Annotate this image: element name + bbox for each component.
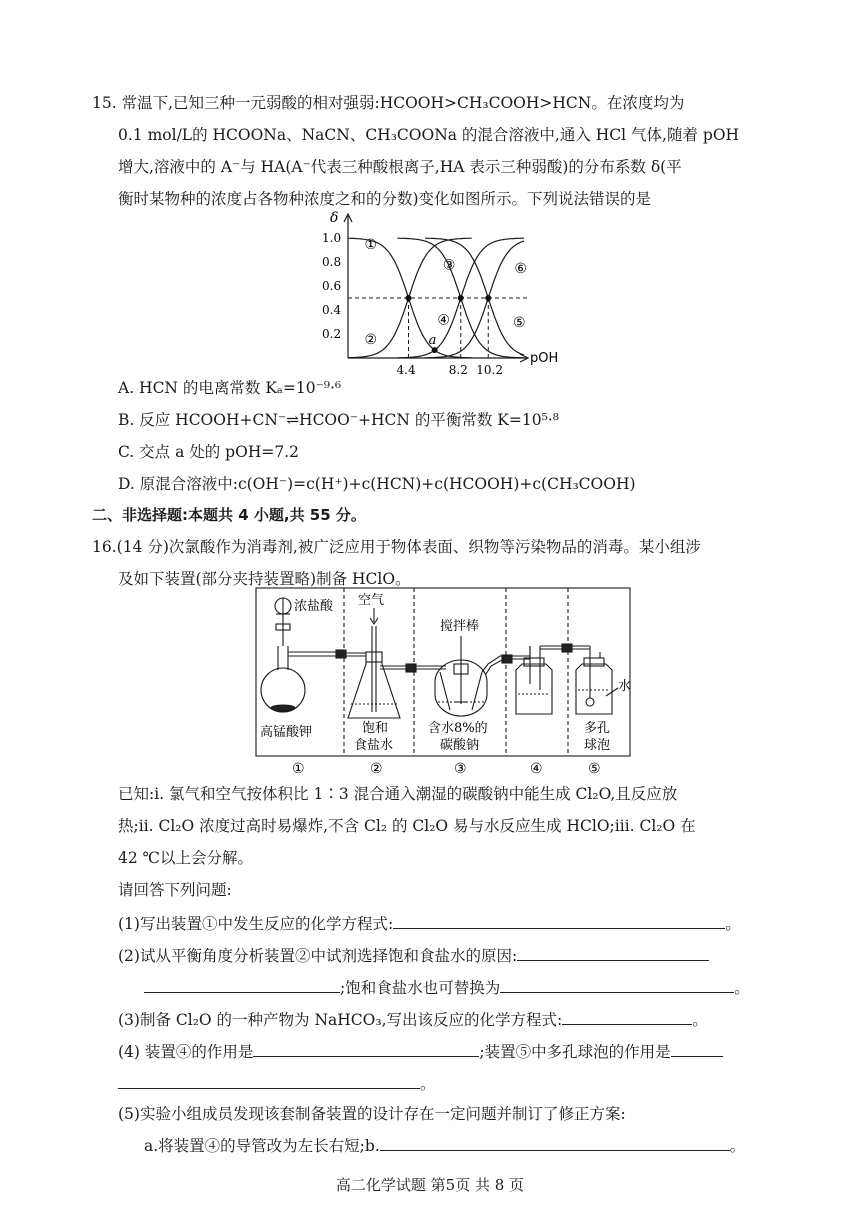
apparatus-diagram — [250, 586, 636, 778]
curve-label-5: ⑤ — [513, 315, 526, 331]
answer-blank-2b[interactable] — [144, 976, 340, 993]
answer-blank-5[interactable] — [380, 1134, 730, 1151]
apparatus-number-2: ② — [370, 761, 383, 777]
curve-5 — [425, 241, 524, 358]
curve-label-4: ④ — [437, 312, 450, 329]
y-tick-label-3: 0.6 — [322, 279, 342, 293]
q15-line-4: 衡时某物种的浓度占各物种浓度之和的分数)变化如图所示。下列说法错误的是 — [118, 190, 652, 208]
q16-part-3 — [118, 1008, 708, 1030]
bubbler-bottle — [572, 646, 618, 714]
washing-flask — [346, 608, 410, 718]
q16-intro-1: 16.(14 分)次氯酸作为消毒剂,被广泛应用于物体表面、织物等污染物品的消毒。某小组涉 — [92, 538, 701, 556]
q15-option-d: D. 原混合溶液中:c(OH⁻)=c(H⁺)+c(HCN)+c(HCOOH)+c(CH₃COOH) — [118, 475, 636, 493]
q16-part-2a — [118, 944, 709, 966]
y-tick-label-5: 0.2 — [322, 327, 342, 341]
section-heading: 二、非选择题:本题共 4 小题,共 55 分。 — [92, 506, 366, 524]
label-water: 水 — [618, 679, 632, 694]
joint-1 — [336, 650, 346, 658]
answer-blank-3[interactable] — [562, 1008, 692, 1025]
q15-line-3: 增大,溶液中的 A⁻与 HA(A⁻代表三种酸根离子,HA 表示三种弱酸)的分布系数 δ(平 — [118, 158, 682, 176]
y-axis-label: δ — [330, 210, 339, 226]
apparatus-number-5: ⑤ — [588, 761, 601, 777]
x-tick-label-1: 4.4 — [396, 363, 416, 377]
end-mark: 。 — [420, 1075, 436, 1093]
label-air: 空气 — [358, 593, 385, 608]
q16-part-1-text: (1)写出装置①中发生反应的化学方程式: — [118, 915, 394, 933]
q16-part-1 — [118, 912, 741, 934]
answer-blank-2c[interactable] — [500, 976, 734, 993]
joint-3 — [502, 655, 512, 663]
end-mark: 。 — [692, 1011, 708, 1029]
generator-flask — [261, 598, 340, 712]
end-mark: 。 — [725, 915, 741, 933]
answer-blank-4c[interactable] — [118, 1072, 420, 1089]
label-conc-hcl: 浓盐酸 — [294, 599, 334, 614]
q16-part-2b-text: ;饱和食盐水也可替换为 — [340, 979, 501, 997]
y-tick-label-2: 0.8 — [322, 255, 342, 269]
q15-option-a: A. HCN 的电离常数 Kₐ=10⁻⁹·⁶ — [118, 379, 342, 397]
y-tick-label-1: 1.0 — [322, 231, 342, 245]
label-na2co3-2: 碳酸钠 — [440, 738, 480, 753]
joint-4 — [562, 644, 572, 652]
curve-label-6: ⑥ — [514, 261, 527, 277]
curve-label-2: ② — [364, 331, 378, 348]
label-bubble-2: 球泡 — [584, 738, 611, 753]
q16-part-3-text: (3)制备 Cl₂O 的一种产物为 NaHCO₃,写出该反应的化学方程式: — [118, 1011, 563, 1029]
q16-known-1: 已知:ⅰ. 氯气和空气按体积比 1∶3 混合通入潮湿的碳酸钠中能生成 Cl₂O,且反应放 — [118, 785, 678, 803]
q16-intro-2: 及如下装置(部分夹持装置略)制备 HClO。 — [118, 570, 411, 588]
curve-6 — [425, 238, 524, 355]
x-tick-label-3: 10.2 — [476, 363, 503, 377]
label-na2co3-1: 含水8%的 — [428, 721, 488, 736]
label-sat-nacl-2: 食盐水 — [354, 738, 394, 753]
q15-option-b: B. 反应 HCOOH+CN⁻⇌HCOO⁻+HCN 的平衡常数 K=10⁵·⁸ — [118, 411, 559, 429]
answer-blank-1[interactable] — [393, 912, 725, 929]
q15-option-c: C. 交点 a 处的 pOH=7.2 — [118, 443, 299, 461]
apparatus-number-3: ③ — [454, 761, 467, 777]
joint-2 — [406, 664, 416, 672]
q15-line-2: 0.1 mol/L的 HCOONa、NaCN、CH₃COONa 的混合溶液中,通入 HCl 气体,随着 pOH — [118, 126, 740, 144]
curve-label-3: ③ — [442, 257, 456, 274]
q16-part-5a-text: a.将装置④的导管改为左长右短;b. — [144, 1137, 380, 1155]
q16-known-3: 42 ℃以上会分解。 — [118, 849, 253, 867]
empty-bottle — [512, 646, 568, 714]
answer-blank-4a[interactable] — [253, 1040, 479, 1057]
q16-part-4b-text: ;装置⑤中多孔球泡的作用是 — [479, 1043, 671, 1061]
point-a-label: a — [428, 333, 437, 349]
q16-part-2a-text: (2)试从平衡角度分析装置②中试剂选择饱和食盐水的原因: — [118, 947, 518, 965]
label-stirrer: 搅拌棒 — [440, 619, 480, 634]
q16-part-5a — [144, 1134, 745, 1156]
apparatus-number-4: ④ — [530, 761, 543, 777]
end-mark: 。 — [729, 1137, 746, 1155]
apparatus-number-1: ① — [292, 761, 305, 777]
q16-known-2: 热;ⅱ. Cl₂O 浓度过高时易爆炸,不含 Cl₂ 的 Cl₂O 易与水反应生成 HClO;ⅲ. Cl₂O 在 — [118, 817, 696, 835]
crossing-point-3 — [485, 295, 491, 301]
crossing-point-2 — [458, 295, 464, 301]
answer-blank-4b[interactable] — [671, 1040, 723, 1057]
label-sat-nacl-1: 饱和 — [362, 721, 389, 736]
q16-part-5: (5)实验小组成员发现该套制备装置的设计存在一定问题并制订了修正方案: — [118, 1105, 626, 1123]
curve-label-1: ① — [364, 237, 378, 253]
end-mark: 。 — [734, 979, 750, 997]
y-tick-label-4: 0.4 — [322, 303, 342, 317]
answer-blank-2a[interactable] — [517, 944, 709, 961]
q16-part-4c — [118, 1072, 436, 1094]
label-bubble-1: 多孔 — [584, 721, 611, 736]
q16-part-4a-text: (4) 装置④的作用是 — [118, 1043, 254, 1061]
q15-line-1: 15. 常温下,已知三种一元弱酸的相对强弱:HCOOH>CH₃COOH>HCN。在浓度均为 — [92, 94, 685, 112]
x-axis-label: pOH — [530, 351, 559, 366]
q16-please: 请回答下列问题: — [118, 881, 232, 899]
label-kmno4: 高锰酸钾 — [260, 725, 313, 740]
q16-part-4a — [118, 1040, 723, 1062]
reaction-flask — [416, 636, 508, 716]
crossing-point-1 — [406, 295, 412, 301]
x-tick-label-2: 8.2 — [448, 363, 468, 377]
page-footer: 高二化学试题 第5页 共 8 页 — [335, 1176, 525, 1194]
distribution-chart — [320, 208, 570, 378]
q16-part-2b — [144, 976, 750, 998]
